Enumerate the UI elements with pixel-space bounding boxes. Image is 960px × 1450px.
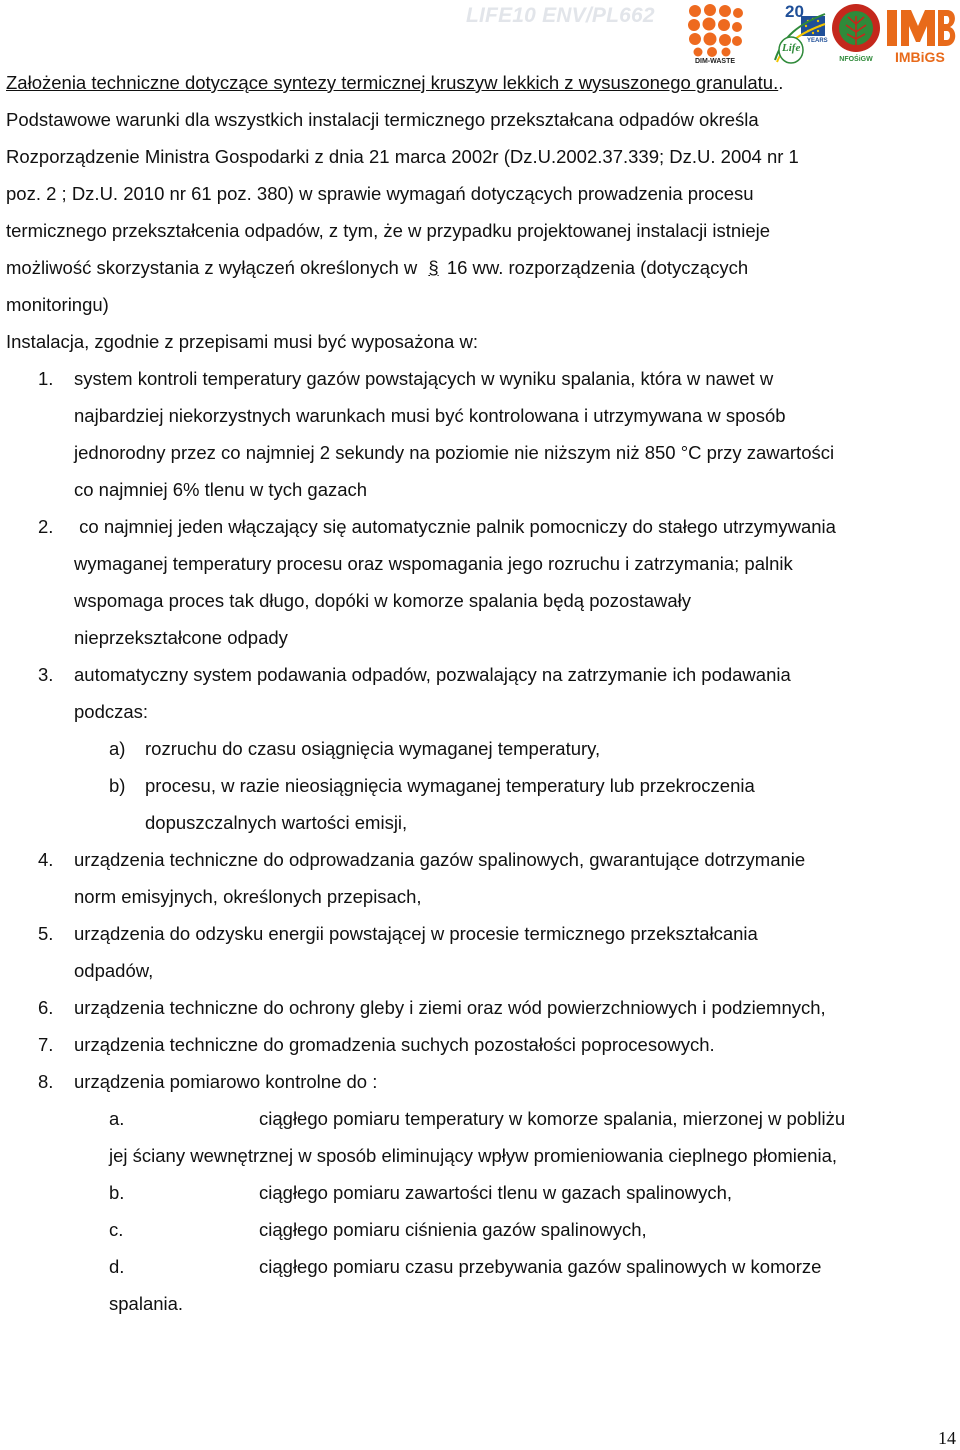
intro-line: Podstawowe warunki dla wszystkich instalacji termicznego przekształcana odpadów określa [6,109,759,130]
intro-line: poz. 2 ; Dz.U. 2010 nr 61 poz. 380) w sprawie wymagań dotyczących prowadzenia procesu [6,183,754,204]
sublist-line: jej ściany wewnętrznej w sposób eliminujący wpływ promieniowania cieplnego płomienia, [109,1145,838,1166]
sublist-label: c. [109,1219,124,1240]
intro-line-part: możliwość skorzystania z wyłączeń określonych w [6,257,418,278]
intro-line: Rozporządzenie Ministra Gospodarki z dnia 21 marca 2002r (Dz.U.2002.37.339; Dz.U. 2004 nr 1 [6,146,799,167]
list-number: 3. [38,664,54,685]
list-item-line: najbardziej niekorzystnych warunkach musi być kontrolowana i utrzymywana w sposób [74,405,786,426]
list-number: 4. [38,849,54,870]
life-logo [755,2,827,66]
list-item-line: wymaganej temperatury procesu oraz wspomagania jego rozruchu i zatrzymania; palnik [74,553,793,574]
list-number: 5. [38,923,54,944]
intro-line: termicznego przekształcenia odpadów, z tym, że w przypadku projektowanej instalacji istnieje [6,220,771,241]
sublist-line: ciągłego pomiaru czasu przebywania gazów spalinowych w komorze [259,1256,822,1277]
list-item-line: jednorodny przez co najmniej 2 sekundy na poziomie nie niższym niż 850 °C przy zawartości [74,442,835,463]
intro-line-part: 16 ww. rozporządzenia (dotyczących [446,257,749,278]
imbigs-logo [887,6,957,66]
document-title [6,72,783,94]
title-dot: . [778,72,784,93]
list-item-line: urządzenia techniczne do ochrony gleby i ziemi oraz wód powierzchniowych i podziemnych, [74,997,826,1018]
life-wordmark: Life [782,42,801,54]
list-item-line: automatyczny system podawania odpadów, pozwalający na zatrzymanie ich podawania [74,664,791,685]
nfosigw-logo [828,2,884,66]
nfosigw-label: NFOŚiGW [839,56,873,63]
page-number: 14 [938,1428,956,1448]
list-item-line: norm emisyjnych, określonych przepisach, [74,886,422,907]
life-years-number: 20 [785,2,804,21]
section-sign-icon: § [428,257,439,278]
list-number: 1. [38,368,54,389]
sublist-line: dopuszczalnych wartości emisji, [145,812,408,833]
sublist-line: ciągłego pomiaru temperatury w komorze spalania, mierzonej w pobliżu [259,1108,846,1129]
sublist-label: b) [109,775,126,796]
list-item-line: podczas: [74,701,149,722]
list-item-line: urządzenia pomiarowo kontrolne do : [74,1071,378,1092]
sublist-label: a) [109,738,126,759]
imbigs-label: IMBiGS [895,49,945,65]
sublist-label: d. [109,1256,125,1277]
list-item-line: odpadów, [74,960,154,981]
imbigs-mark-icon [887,6,957,50]
sublist-label: b. [109,1182,125,1203]
title-text: Założenia techniczne dotyczące syntezy termicznej kruszyw lekkich z wysuszonego granulatu. [6,72,779,93]
list-item-line: system kontroli temperatury gazów powstających w wyniku spalania, która w nawet w [74,368,774,389]
sublist-line: rozruchu do czasu osiągnięcia wymaganej temperatury, [145,738,601,759]
life-years-caption: YEARS [807,38,828,44]
intro-line-section-ref [6,257,748,279]
list-number: 2. [38,516,54,537]
sublist-label: a. [109,1108,125,1129]
list-number: 7. [38,1034,54,1055]
list-item-line: co najmniej jeden włączający się automatycznie palnik pomocniczy do stałego utrzymywania [74,516,836,537]
list-item-line: nieprzekształcone odpady [74,627,288,648]
list-item-line: urządzenia techniczne do gromadzenia suchych pozostałości poprocesowych. [74,1034,715,1055]
sublist-line: spalania. [109,1293,184,1314]
dim-waste-logo [686,3,744,67]
project-code: LIFE10 ENV/PL662 [466,4,655,27]
list-number: 8. [38,1071,54,1092]
list-number: 6. [38,997,54,1018]
nfosigw-tree-icon [828,2,884,56]
sublist-line: ciągłego pomiaru zawartości tlenu w gazach spalinowych, [259,1182,733,1203]
intro-line: Instalacja, zgodnie z przepisami musi być wyposażona w: [6,331,478,352]
intro-line: monitoringu) [6,294,109,315]
dim-waste-label: DIM-WASTE [694,58,736,65]
list-item-line: wspomaga proces tak długo, dopóki w komorze spalania będą pozostawały [74,590,692,611]
sublist-line: procesu, w razie nieosiągnięcia wymaganej temperatury lub przekroczenia [145,775,755,796]
sublist-line: ciągłego pomiaru ciśnienia gazów spalinowych, [259,1219,647,1240]
dim-waste-dots-icon [686,3,744,57]
list-item-line: urządzenia techniczne do odprowadzania gazów spalinowych, gwarantujące dotrzymanie [74,849,806,870]
list-item-line: urządzenia do odzysku energii powstającej w procesie termicznego przekształcania [74,923,758,944]
list-item-line: co najmniej 6% tlenu w tych gazach [74,479,368,500]
